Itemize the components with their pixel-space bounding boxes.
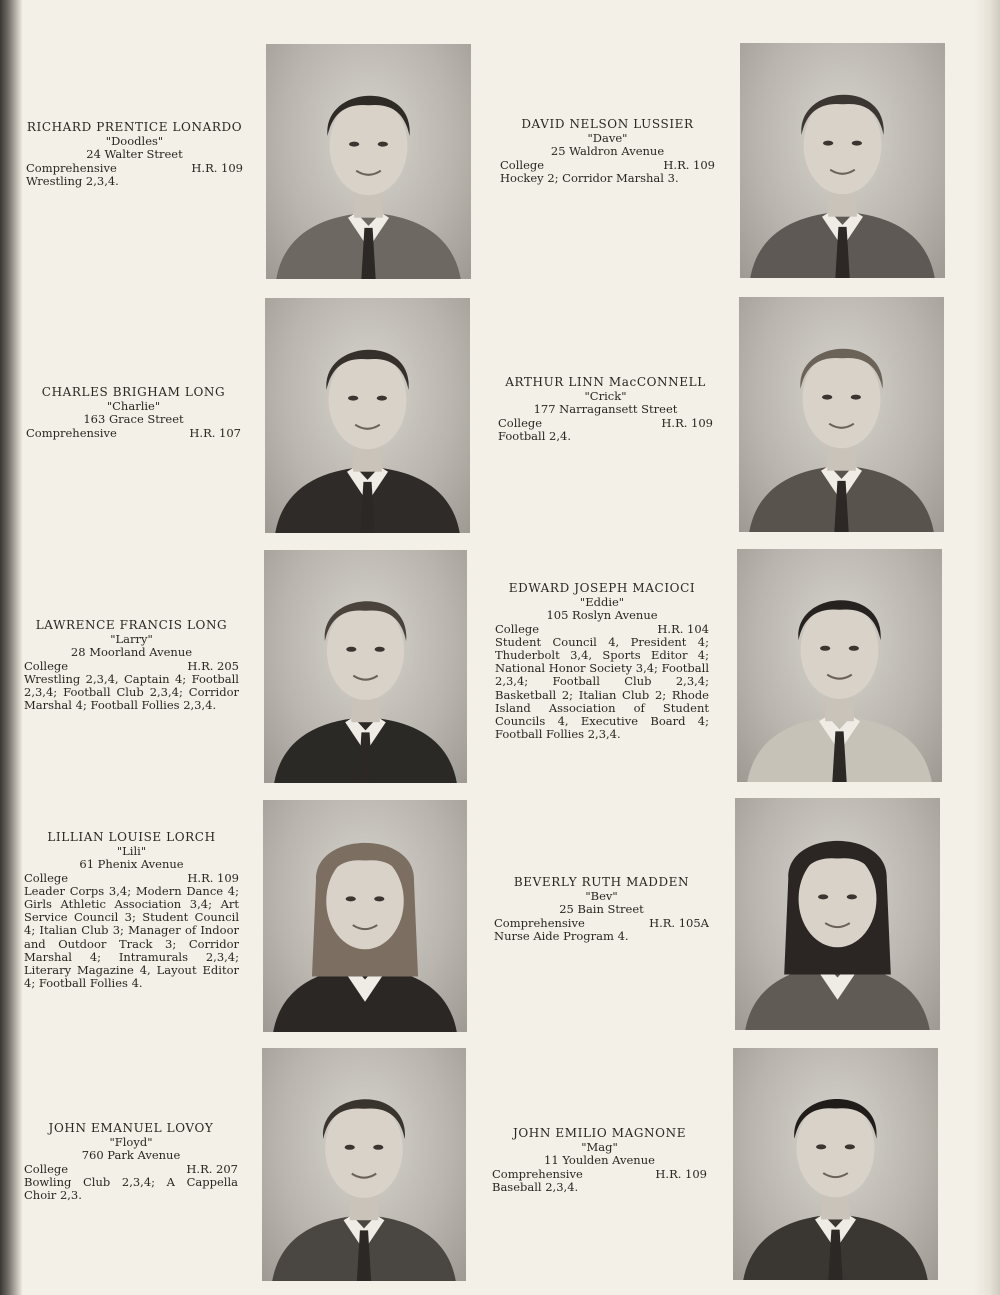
student-course: Comprehensive	[26, 425, 117, 440]
student-homeroom: H.R. 205	[187, 658, 239, 673]
course-line	[24, 660, 239, 673]
course-line	[495, 623, 709, 636]
student-activities: Hockey 2; Corridor Marshal 3.	[500, 170, 679, 185]
student-entry	[24, 1122, 238, 1202]
portrait-photo	[733, 1048, 938, 1280]
student-activities: Nurse Aide Program 4.	[494, 928, 629, 943]
course-line	[498, 417, 713, 430]
student-entry	[494, 876, 709, 943]
student-homeroom: H.R. 109	[187, 870, 239, 885]
student-nickname: "Lili"	[116, 844, 147, 859]
student-course: Comprehensive	[26, 160, 117, 175]
student-course: College	[500, 157, 545, 172]
student-nickname: "Dave"	[587, 131, 628, 146]
male-portrait-icon	[733, 1048, 938, 1280]
student-activities: Wrestling 2,3,4.	[26, 173, 119, 188]
student-activities: Wrestling 2,3,4, Captain 4; Football 2,3,4; Football Club 2,3,4; Corridor Marshal 4; Football Follies 2,3,4.	[24, 671, 239, 713]
book-spine-shadow	[0, 0, 22, 1295]
male-portrait-icon	[262, 1048, 466, 1281]
course-line	[24, 1163, 238, 1176]
student-homeroom: H.R. 109	[655, 1166, 707, 1181]
portrait-photo	[739, 297, 944, 532]
student-entry	[26, 386, 241, 440]
student-address: 177 Narragansett Street	[533, 402, 678, 417]
student-course: College	[498, 415, 543, 430]
student-nickname: "Crick"	[584, 389, 627, 404]
student-course: Comprehensive	[492, 1166, 583, 1181]
male-portrait-icon	[737, 549, 942, 782]
student-nickname: "Bev"	[585, 889, 618, 904]
student-nickname: "Larry"	[110, 632, 153, 647]
student-entry	[492, 1127, 707, 1194]
student-entry	[500, 118, 715, 185]
student-address: 11 Youlden Avenue	[544, 1153, 655, 1168]
course-line	[492, 1168, 707, 1181]
student-homeroom: H.R. 109	[191, 160, 243, 175]
student-homeroom: H.R. 104	[657, 621, 709, 636]
student-nickname: "Eddie"	[579, 595, 625, 610]
course-line	[26, 427, 241, 440]
portrait-photo	[262, 1048, 466, 1281]
student-name: DAVID NELSON LUSSIER	[521, 117, 694, 131]
course-line	[494, 917, 709, 930]
portrait-photo	[740, 43, 945, 278]
male-portrait-icon	[265, 298, 470, 533]
student-entry	[498, 376, 713, 443]
portrait-photo	[264, 550, 467, 783]
page-edge	[974, 0, 1000, 1295]
portrait-photo	[266, 44, 471, 279]
portrait-photo	[735, 798, 940, 1030]
student-entry	[24, 619, 239, 712]
student-course: College	[24, 870, 69, 885]
student-course: Comprehensive	[494, 915, 585, 930]
student-entry	[24, 831, 239, 990]
male-portrait-icon	[264, 550, 467, 783]
student-address: 163 Grace Street	[83, 412, 184, 427]
female-portrait-icon	[263, 800, 467, 1032]
student-name: ARTHUR LINN MacCONNELL	[505, 375, 706, 389]
student-nickname: "Floyd"	[109, 1135, 153, 1150]
student-homeroom: H.R. 207	[186, 1161, 238, 1176]
portrait-photo	[265, 298, 470, 533]
student-name: EDWARD JOSEPH MACIOCI	[508, 581, 696, 595]
student-address: 24 Walter Street	[86, 147, 183, 162]
student-address: 28 Moorland Avenue	[70, 645, 193, 660]
student-nickname: "Charlie"	[106, 399, 161, 414]
student-entry	[495, 582, 709, 741]
student-address: 25 Bain Street	[559, 902, 644, 917]
student-name: JOHN EMILIO MAGNONE	[512, 1126, 687, 1140]
student-name: LAWRENCE FRANCIS LONG	[35, 618, 228, 632]
portrait-photo	[263, 800, 467, 1032]
student-name: LILLIAN LOUISE LORCH	[47, 830, 216, 844]
student-course: College	[24, 1161, 69, 1176]
female-portrait-icon	[735, 798, 940, 1030]
student-name: CHARLES BRIGHAM LONG	[41, 385, 226, 399]
student-course: College	[495, 621, 540, 636]
student-homeroom: H.R. 107	[189, 425, 241, 440]
student-address: 25 Waldron Avenue	[550, 144, 665, 159]
course-line	[26, 162, 243, 175]
student-homeroom: H.R. 105A	[649, 915, 709, 930]
student-nickname: "Mag"	[581, 1140, 618, 1155]
student-activities: Football 2,4.	[498, 428, 571, 443]
student-address: 760 Park Avenue	[81, 1148, 181, 1163]
student-homeroom: H.R. 109	[663, 157, 715, 172]
student-activities: Leader Corps 3,4; Modern Dance 4; Girls Athletic Association 3,4; Art Service Council 3; Student Council 4; Italian Club 3; Manager of Indoor and Outdoor Track 3; Corridor Marshal 4; Intramurals 2,3,4; Literary Magazine 4, Layout Editor 4; Football Follies 4.	[24, 883, 239, 991]
student-name: JOHN EMANUEL LOVOY	[48, 1121, 214, 1135]
student-course: College	[24, 658, 69, 673]
male-portrait-icon	[740, 43, 945, 278]
student-name: BEVERLY RUTH MADDEN	[513, 875, 690, 889]
student-entry	[26, 121, 243, 188]
student-address: 61 Phenix Avenue	[79, 857, 184, 872]
student-activities: Bowling Club 2,3,4; A Cappella Choir 2,3.	[24, 1174, 238, 1203]
course-line	[500, 159, 715, 172]
student-homeroom: H.R. 109	[661, 415, 713, 430]
portrait-photo	[737, 549, 942, 782]
student-activities: Baseball 2,3,4.	[492, 1179, 579, 1194]
male-portrait-icon	[266, 44, 471, 279]
student-address: 105 Roslyn Avenue	[546, 608, 658, 623]
male-portrait-icon	[739, 297, 944, 532]
student-nickname: "Doodles"	[105, 134, 164, 149]
student-activities: Student Council 4, President 4; Thuderbolt 3,4, Sports Editor 4; National Honor Society 3,4; Football 2,3,4; Football Club 2,3,4; Basketball 2; Italian Club 2; Rhode Island Association of Student Councils 4, Executive Board 4; Football Follies 2,3,4.	[495, 634, 709, 742]
student-name: RICHARD PRENTICE LONARDO	[26, 120, 243, 134]
course-line	[24, 872, 239, 885]
